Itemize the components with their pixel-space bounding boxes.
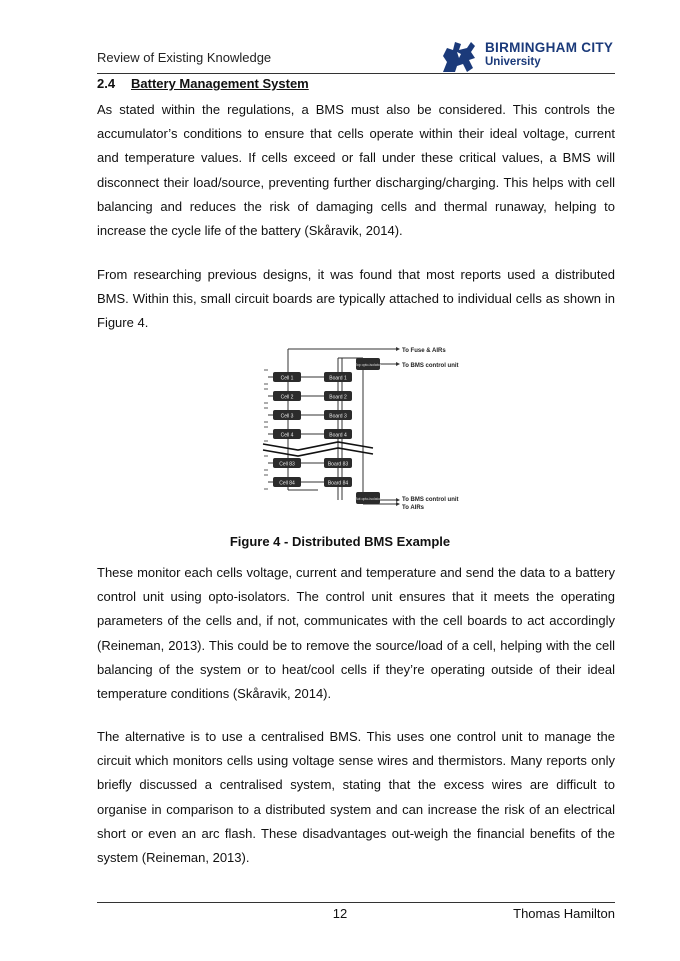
top-opto-label: Top opto-isolator	[355, 363, 381, 367]
footer-divider	[97, 902, 615, 903]
running-header: Review of Existing Knowledge	[97, 50, 272, 65]
cell-label: Cell 84	[279, 480, 295, 487]
paragraph-4: The alternative is to use a centralised BMS. This uses one control unit to manage the circuit which monitors cells using voltage sense wires and thermistors. Many reports only briefly discussed a centralised system, stating that the excess wires are difficult to organise in comparison to a distributed system and can increase the risk of an electrical short or even an arc flash. These disadvantages out-weigh the financial benefits of the system (Reineman, 2013).	[97, 729, 615, 866]
cell-label: Cell 4	[280, 432, 294, 439]
paragraph-3: These monitor each cells voltage, current and temperature and send the data to a battery control unit using opto-isolators. The control unit ensures that it meets the operating parameters of the cells and, if not, communicates with the cell boards to act accordingly (Reineman, 2013). This could be to remove the source/load of a cell, helping with the cell balancing of the system or to heat/cool cells if they’re operating outside of their ideal temperature conditions (Skåravik, 2014).	[97, 565, 615, 702]
label-to-bms-top: To BMS control unit	[402, 363, 459, 369]
logo-line-1: BIRMINGHAM CITY	[485, 40, 614, 55]
figure-4-diagram	[258, 340, 498, 516]
bottom-opto-label: Bot opto-isolator	[355, 497, 381, 501]
board-label: Board 84	[327, 480, 349, 487]
label-to-airs: To AIRs	[402, 505, 424, 511]
griffin-emblem-icon	[437, 38, 481, 74]
page-number: 12	[332, 906, 348, 921]
cell-label: Cell 83	[279, 461, 295, 468]
board-label: Board 1	[329, 375, 347, 382]
row-83	[268, 458, 352, 468]
figure-caption: Figure 4 - Distributed BMS Example	[229, 534, 451, 549]
logo-line-2: University	[485, 56, 541, 68]
footer-author: Thomas Hamilton	[513, 906, 615, 921]
header-divider	[97, 73, 615, 74]
university-logo	[437, 38, 617, 74]
paragraph-1: As stated within the regulations, a BMS must also be considered. This controls the accumulator’s conditions to ensure that cells operate within their ideal voltage, current and temperature values. If cells exceed or fall under these critical values, a BMS will disconnect their load/source, preventing further discharging/charging. This helps with cell balancing and reduces the risk of damaging cells and thermal runaway, helping to increase the cycle life of the battery (Skåravik, 2014).	[97, 102, 615, 239]
section-number: 2.4	[97, 76, 116, 91]
row-3	[268, 410, 352, 420]
board-label: Board 3	[329, 413, 347, 420]
board-label: Board 2	[329, 394, 347, 401]
cell-label: Cell 3	[280, 413, 294, 420]
label-to-fuse-airs: To Fuse & AIRs	[402, 348, 446, 354]
row-84	[268, 477, 352, 487]
board-label: Board 4	[329, 432, 347, 439]
paragraph-2: From researching previous designs, it was found that most reports used a distributed BMS. Within this, small circuit boards are typically attached to individual cells as shown in Figure 4.	[97, 267, 615, 331]
row-1	[268, 372, 352, 382]
cell-label: Cell 1	[280, 375, 294, 382]
row-4	[268, 429, 352, 439]
label-to-bms-bottom: To BMS control unit	[402, 497, 459, 503]
board-label: Board 83	[327, 461, 349, 468]
section-title: Battery Management System	[131, 76, 309, 91]
row-2	[268, 391, 352, 401]
cell-label: Cell 2	[280, 394, 294, 401]
break-symbol-bottom	[263, 448, 373, 456]
break-symbol-top	[263, 442, 373, 450]
section-heading	[97, 76, 309, 91]
